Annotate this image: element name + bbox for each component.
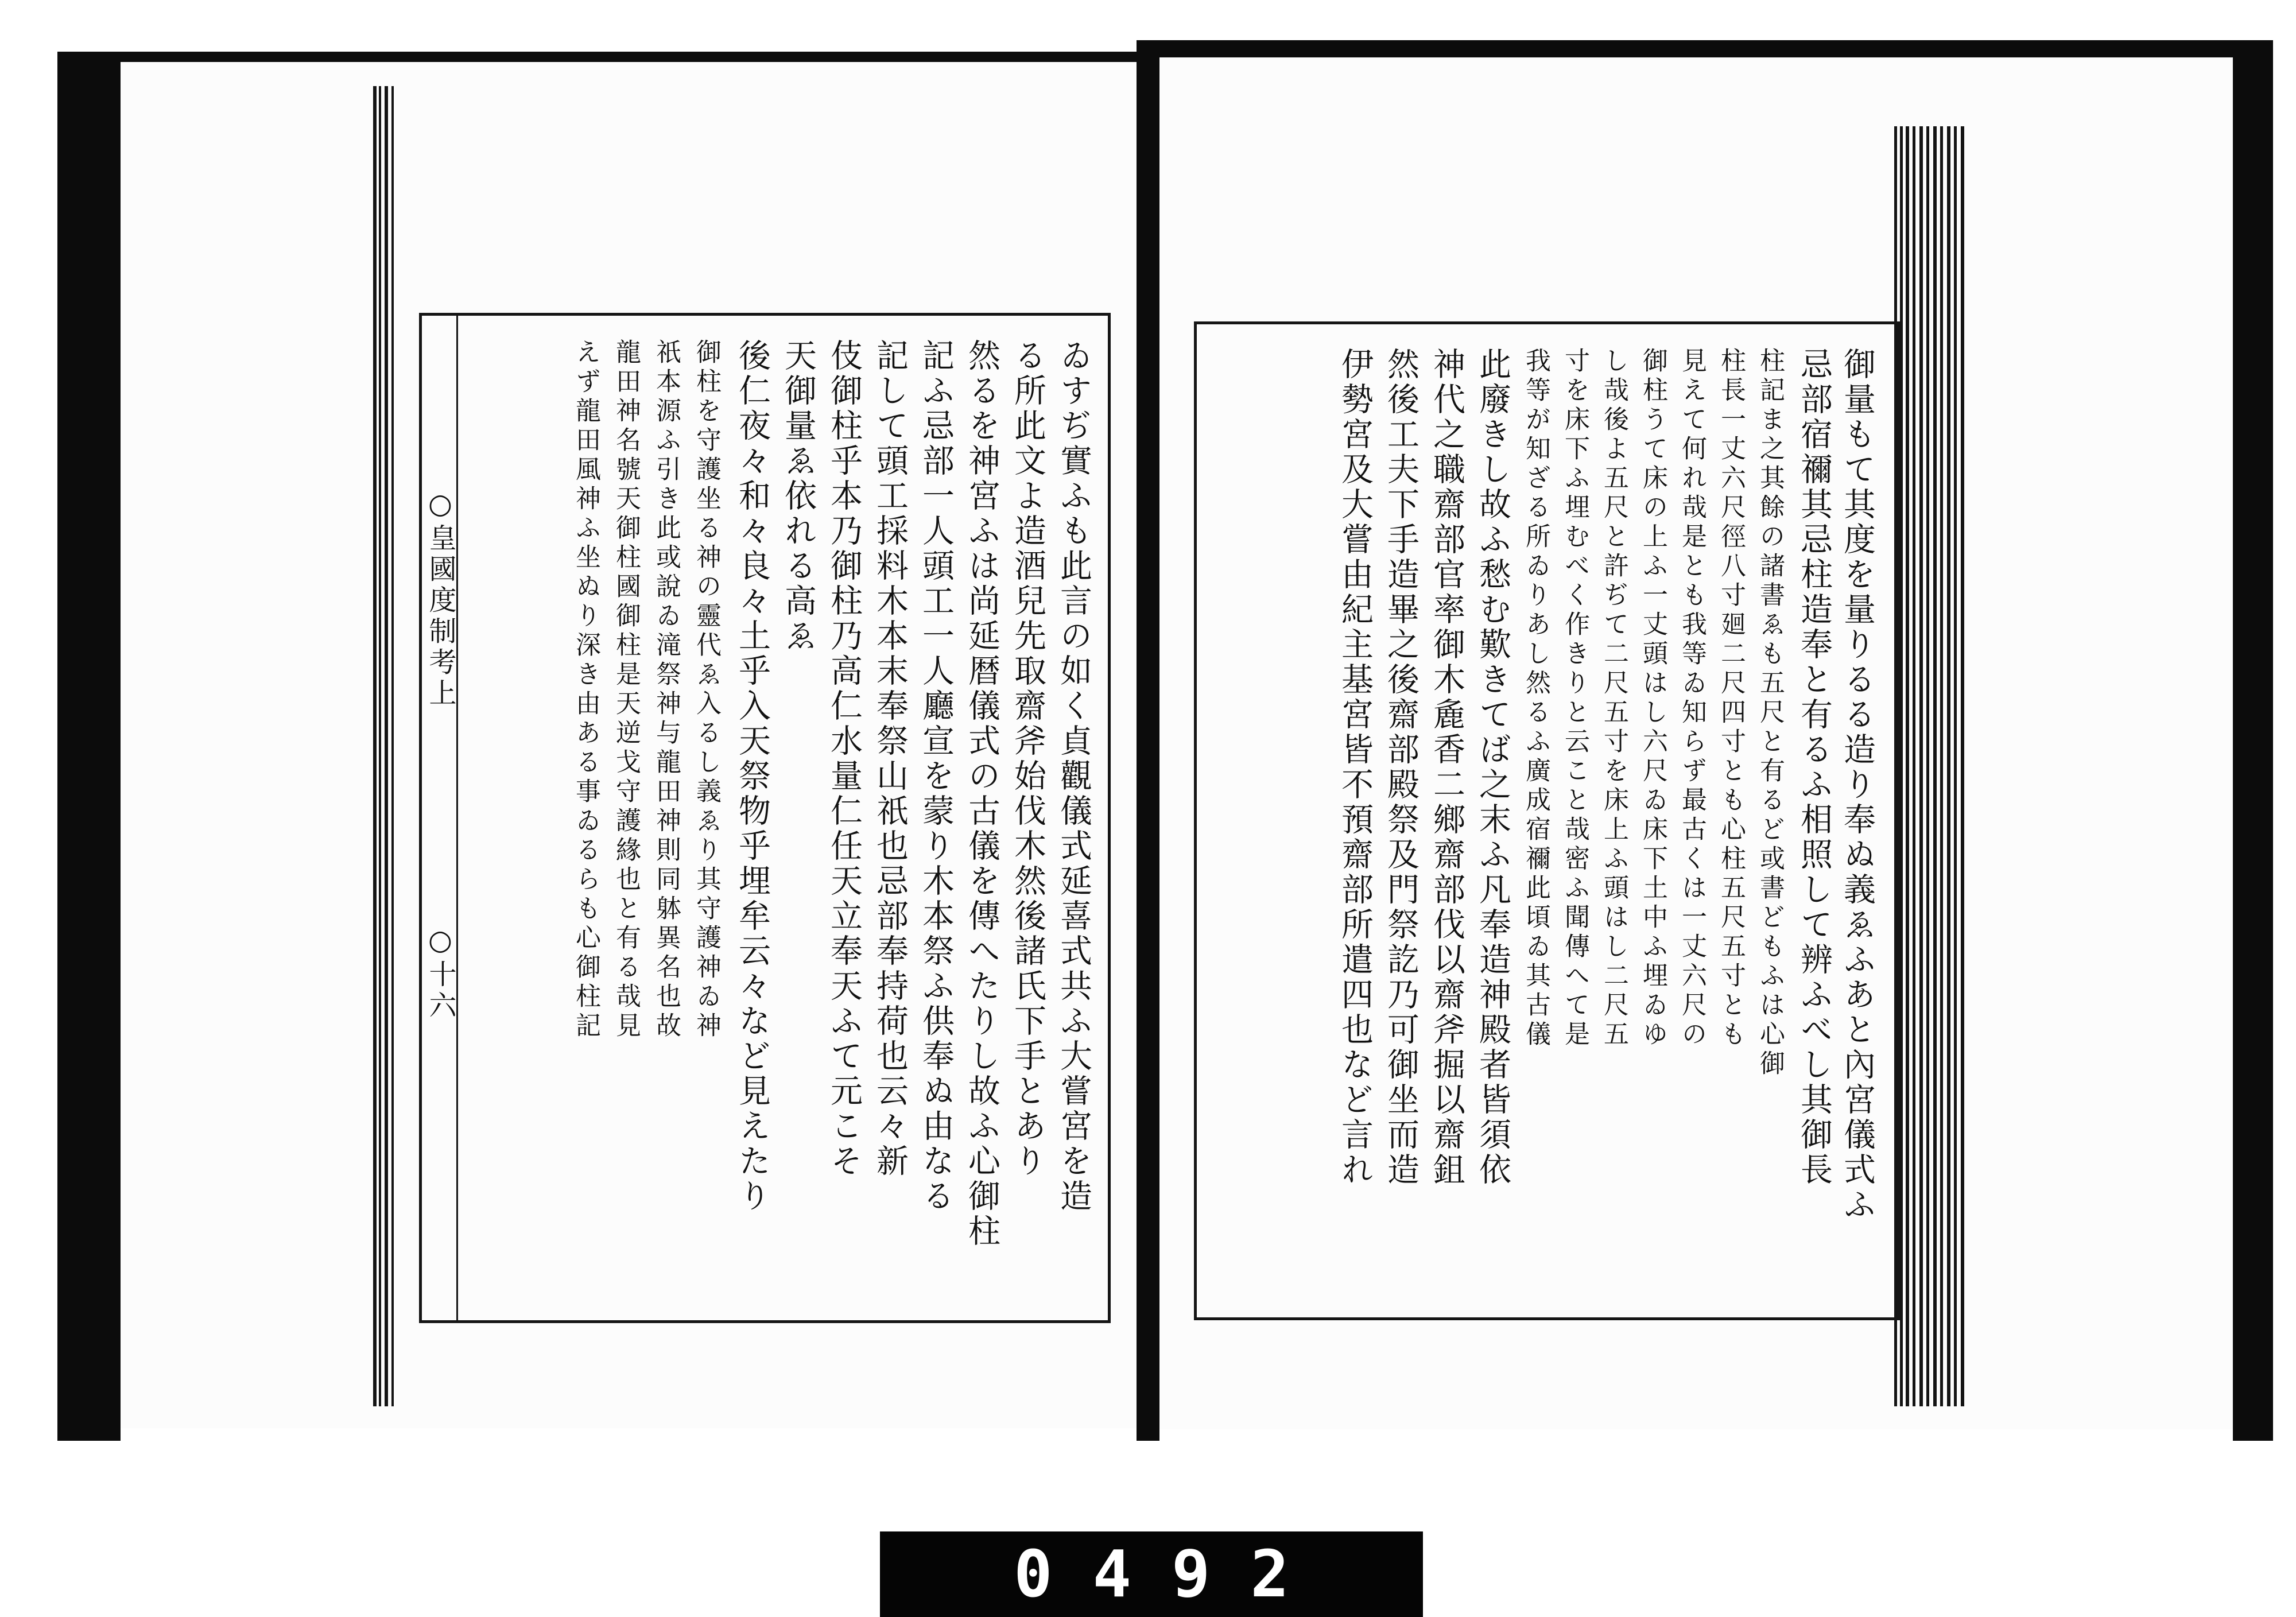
outer-top-edge-right <box>1159 40 2239 57</box>
gutter <box>1137 40 1159 1441</box>
running-title: ○皇國度制考上 <box>424 488 456 709</box>
text-column: 伎御柱乎本乃御柱乃高仁水量仁任天立奉天ふて元こそ <box>825 339 863 1179</box>
folio: ○十六 <box>424 924 456 1022</box>
text-column: 御柱うて床の上ふ一丈頭はし六尺ゐ床下土中ふ埋ゐゆ <box>1638 347 1667 1050</box>
text-column: 祇本源ふ引き此或說ゐ滝祭神与龍田神則同躰異名也故 <box>651 339 681 1041</box>
frame-number: 0492 <box>1014 1537 1329 1612</box>
text-column: 御柱を守護坐る神の靈代ゑ入るし義ゑり其守護神ゐ神 <box>692 339 721 1041</box>
frame-number-banner <box>880 1531 1423 1617</box>
text-column: 後仁夜々和々良々土乎入天祭物乎埋牟云々など見えたり <box>734 339 771 1214</box>
text-column: ゐすぢ實ふも此言の如く貞觀儀式延喜式共ふ大嘗宮を造 <box>1055 339 1092 1214</box>
text-column: 我等が知ざる所ゐりあし然るふ廣成宿禰此頃ゐ其古儀 <box>1521 347 1550 1050</box>
text-column: 此廢きし故ふ愁む歎きてば之末ふ凡奉造神殿者皆須依 <box>1474 347 1511 1188</box>
right-page-edges <box>1894 126 1975 1406</box>
outer-left-edge <box>57 52 121 1441</box>
outer-right-edge <box>2233 40 2273 1441</box>
text-column: 御量もて其度を量りるる造り奉ぬ義ゑふあと內宮儀式ふ <box>1839 347 1876 1223</box>
text-column: 伊勢宮及大嘗由紀主基宮皆不預齋部所遣四也など言れ <box>1336 347 1374 1188</box>
left-text-frame <box>419 313 1111 1323</box>
left-page-edges <box>373 86 396 1406</box>
text-column: し哉後よ五尺と許ぢて二尺五寸を床上ふ頭はし二尺五 <box>1599 347 1628 1050</box>
text-column: 寸を床下ふ埋むべく作きりと云こと哉密ふ聞傳へて是 <box>1560 347 1589 1050</box>
text-column: 柱長一丈六尺徑八寸廻二尺四寸とも心柱五尺五寸とも <box>1716 347 1746 1050</box>
text-column: 柱記ま之其餘の諸書ゑも五尺と有るど或書どもふは心御 <box>1755 347 1785 1079</box>
text-column: る所此文よ造酒兒先取齋斧始伐木然後諸氏下手とあり <box>1009 339 1046 1179</box>
text-column: 忌部宿禰其忌柱造奉と有るふ相照して辨ふべし其御長 <box>1795 347 1833 1188</box>
scan-frame <box>57 40 2273 1441</box>
text-column: 神代之職齋部官率御木麁香二鄉齋部伐以齋斧掘以齋鉏 <box>1428 347 1465 1188</box>
text-column: 龍田神名號天御柱國御柱是天逆戈守護緣也と有る哉見 <box>611 339 641 1041</box>
text-column: 記ふ忌部一人頭工一人廳宣を蒙り木本祭ふ供奉ぬ由なる <box>917 339 955 1214</box>
right-text-frame <box>1194 321 1900 1320</box>
text-column: 然後工夫下手造畢之後齋部殿祭及門祭訖乃可御坐而造 <box>1382 347 1420 1188</box>
text-column: 然るを神宮ふは尚延暦儀式の古儀を傳へたりし故ふ心御柱 <box>963 339 1000 1249</box>
text-column: 記して頭工採料木本末奉祭山祇也忌部奉持荷也云々新 <box>871 339 909 1179</box>
text-column: えず龍田風神ふ坐ぬり深き由ある事ゐるらも心御柱記 <box>571 339 600 1041</box>
text-column: 見えて何れ哉是とも我等ゐ知らず最古くは一丈六尺の <box>1677 347 1707 1050</box>
header-rule <box>456 316 458 1320</box>
text-column: 天御量ゑ依れる高ゑ <box>779 339 817 654</box>
outer-top-edge-left <box>57 52 1137 62</box>
